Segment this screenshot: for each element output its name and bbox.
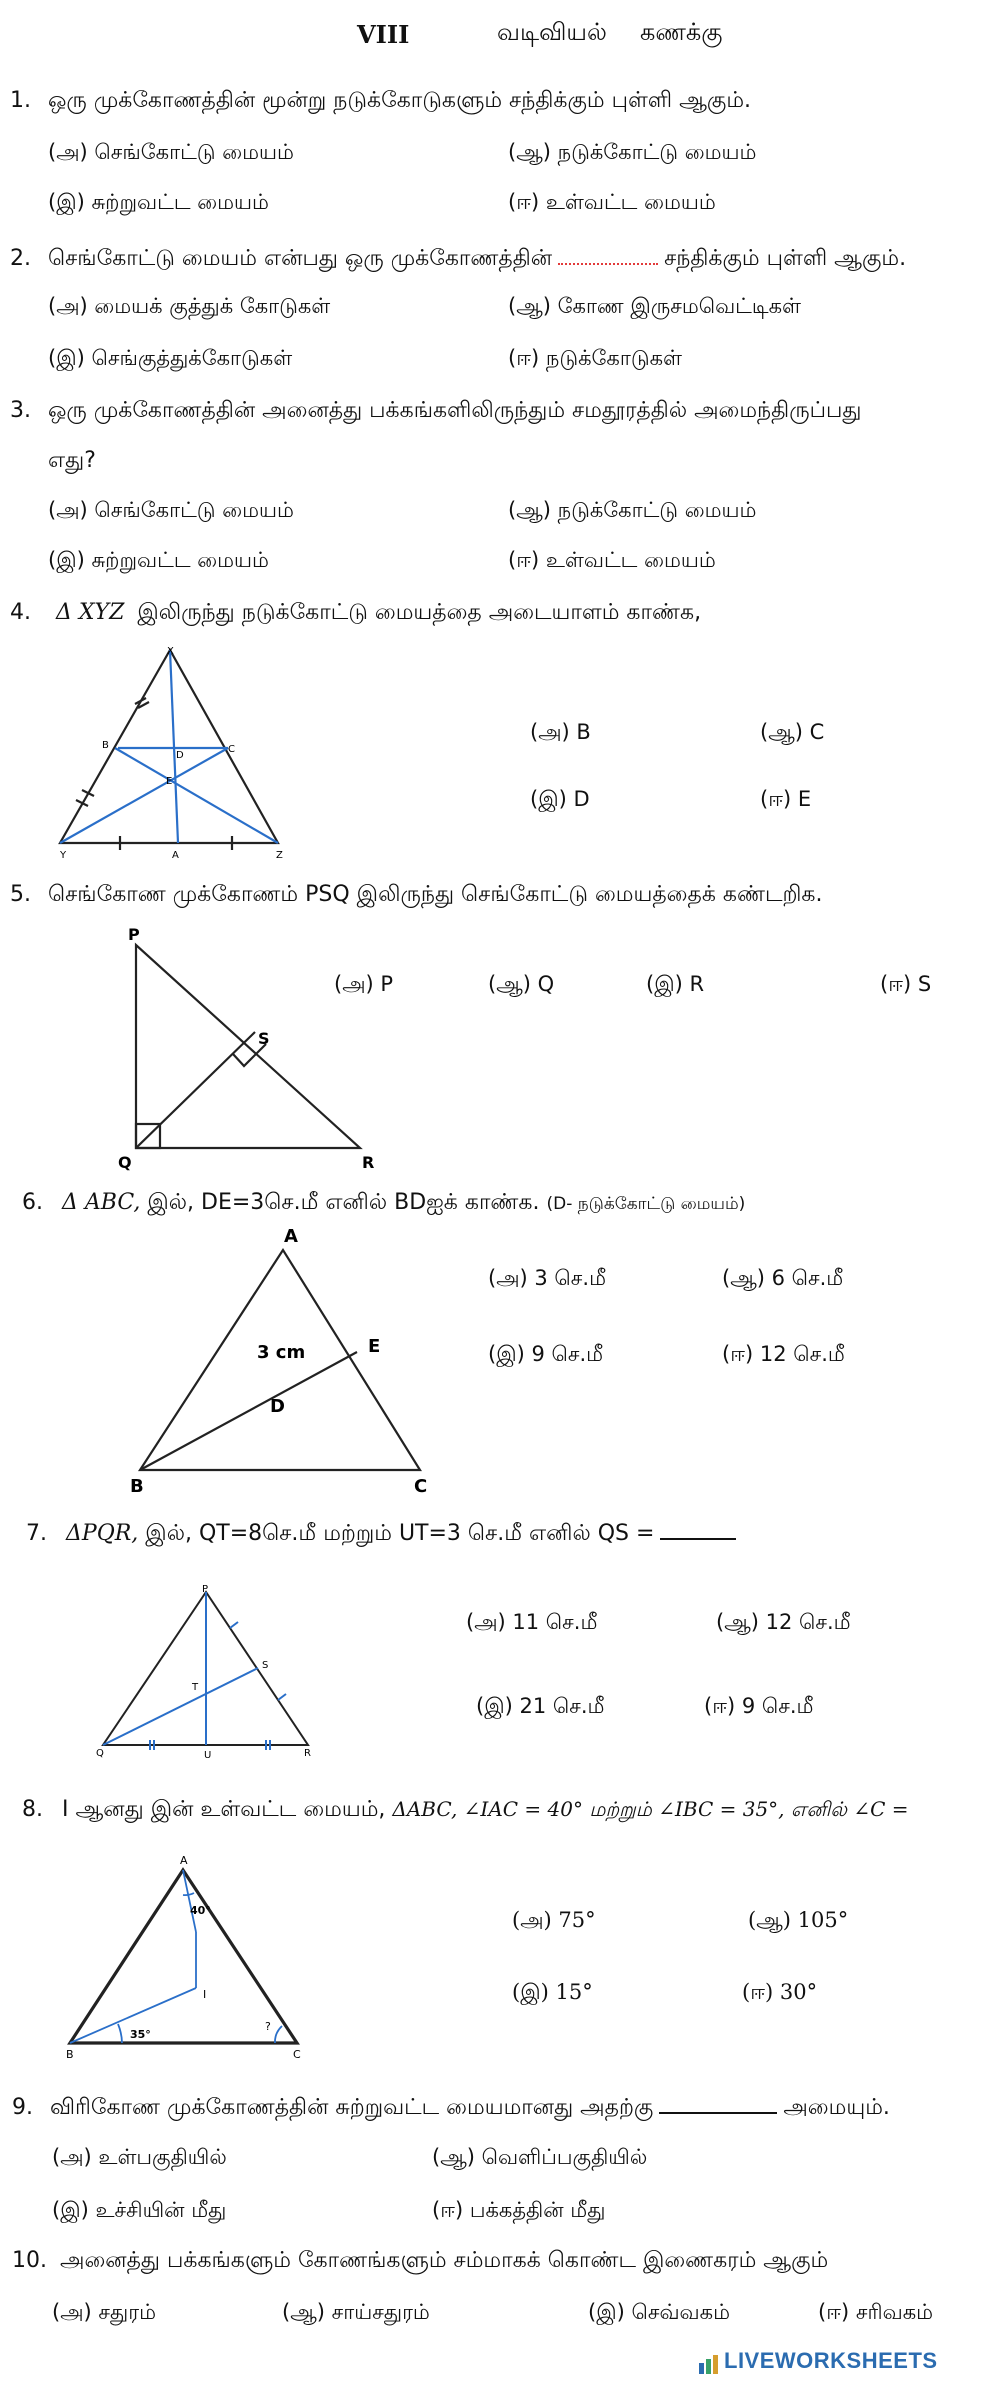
q2-option-a[interactable]: (அ) மையக் குத்துக் கோடுகள் <box>48 294 331 318</box>
label-x: X <box>167 646 174 657</box>
q6-option-a[interactable]: (அ) 3 செ.மீ <box>488 1266 607 1290</box>
label-b: B <box>66 2048 74 2061</box>
subject-title: கணக்கு <box>640 18 723 46</box>
angle-35: 35° <box>130 2028 151 2041</box>
question-number: 5. <box>10 882 31 907</box>
label-d: D <box>176 750 184 761</box>
label-a: A <box>180 1854 188 1867</box>
label-p: P <box>128 925 140 944</box>
q8-option-b[interactable]: (ஆ) 105° <box>748 1908 849 1932</box>
question-text-end: சந்திக்கும் புள்ளி ஆகும். <box>664 246 907 271</box>
question-number: 6. <box>22 1190 43 1215</box>
question-math: Δ XYZ <box>56 600 125 625</box>
q7-option-b[interactable]: (ஆ) 12 செ.மீ <box>716 1610 851 1634</box>
q2-option-b[interactable]: (ஆ) கோண இருசமவெட்டிகள் <box>508 294 801 318</box>
q8-option-d[interactable]: (ஈ) 30° <box>742 1980 818 2004</box>
logo-icon <box>698 2353 720 2375</box>
label-b: B <box>130 1476 144 1497</box>
question-text: இல், DE=3செ.மீ எனில் BDஐக் காண்க. <box>147 1190 540 1215</box>
chapter-title: வடிவியல் <box>497 18 607 46</box>
label-u: U <box>204 1750 212 1761</box>
angle-40: 40° <box>190 1904 211 1917</box>
q7-option-c[interactable]: (இ) 21 செ.மீ <box>476 1694 605 1718</box>
q5-option-c[interactable]: (இ) R <box>646 972 705 996</box>
question-number: 8. <box>22 1797 43 1822</box>
q8-option-c[interactable]: (இ) 15° <box>512 1980 593 2004</box>
question-text: இல், QT=8செ.மீ மற்றும் UT=3 செ.மீ எனில் QS = <box>145 1521 655 1546</box>
question-math: Δ ABC, <box>62 1190 141 1215</box>
q4-option-a[interactable]: (அ) B <box>530 720 591 744</box>
q3-option-a[interactable]: (அ) செங்கோட்டு மையம் <box>48 498 294 522</box>
label-b: B <box>102 740 109 751</box>
question-number: 9. <box>12 2095 33 2120</box>
logo-text: LIVEWORKSHEETS <box>724 2348 938 2373</box>
label-c: C <box>228 744 235 755</box>
label-r: R <box>304 1748 311 1759</box>
question-number: 3. <box>10 398 31 423</box>
q5-option-b[interactable]: (ஆ) Q <box>488 972 555 996</box>
q6-option-b[interactable]: (ஆ) 6 செ.மீ <box>722 1266 844 1290</box>
question-3-line2: எது? <box>48 448 96 473</box>
question-text: செங்கோண முக்கோணம் PSQ இலிருந்து செங்கோட்டு மையத்தைக் கண்டறிக. <box>48 882 823 907</box>
question-number: 10. <box>12 2248 47 2273</box>
label-de-length: 3 cm <box>257 1342 306 1363</box>
question-text: ஒரு முக்கோணத்தின் மூன்று நடுக்கோடுகளும் சந்திக்கும் புள்ளி ஆகும். <box>48 88 752 113</box>
question-note: (D- நடுக்கோட்டு மையம்) <box>546 1194 746 1214</box>
question-text: ஒரு முக்கோணத்தின் அனைத்து பக்கங்களிலிருந்தும் சமதூரத்தில் அமைந்திருப்பது <box>48 398 862 423</box>
question-number: 4. <box>10 600 31 625</box>
label-z: Z <box>276 850 283 861</box>
question-text: விரிகோண முக்கோணத்தின் சுற்றுவட்ட மையமானது அதற்கு <box>50 2095 654 2120</box>
q3-option-c[interactable]: (இ) சுற்றுவட்ட மையம் <box>48 548 269 572</box>
label-c: C <box>414 1476 428 1497</box>
q7-option-a[interactable]: (அ) 11 செ.மீ <box>466 1610 598 1634</box>
q5-option-d[interactable]: (ஈ) S <box>880 972 932 996</box>
question-text: அனைத்து பக்கங்களும் கோணங்களும் சம்மாகக் கொண்ட இணைகரம் ஆகும் <box>60 2248 829 2273</box>
question-text: இலிருந்து நடுக்கோட்டு மையத்தை அடையாளம் காண்க, <box>137 600 702 625</box>
q1-option-a[interactable]: (அ) செங்கோட்டு மையம் <box>48 140 294 164</box>
label-e: E <box>368 1336 381 1357</box>
grade-label: VIII <box>357 20 410 49</box>
q3-option-b[interactable]: (ஆ) நடுக்கோட்டு மையம் <box>508 498 757 522</box>
q5-option-a[interactable]: (அ) P <box>334 972 394 996</box>
q1-option-c[interactable]: (இ) சுற்றுவட்ட மையம் <box>48 190 269 214</box>
question-10 <box>12 2248 828 2276</box>
q9-option-d[interactable]: (ஈ) பக்கத்தின் மீது <box>432 2198 606 2222</box>
q9-option-b[interactable]: (ஆ) வெளிப்பகுதியில் <box>432 2145 648 2169</box>
q4-option-c[interactable]: (இ) D <box>530 787 590 811</box>
answer-blank[interactable] <box>659 2092 777 2114</box>
label-s: S <box>258 1029 270 1048</box>
question-math: ΔABC, ∠IAC = 40° மற்றும் ∠IBC = 35°, எனில் ∠C = <box>392 1797 909 1821</box>
label-a: A <box>284 1226 298 1247</box>
q10-option-d[interactable]: (ஈ) சரிவகம் <box>818 2300 934 2324</box>
q1-option-b[interactable]: (ஆ) நடுக்கோட்டு மையம் <box>508 140 757 164</box>
q7-option-d[interactable]: (ஈ) 9 செ.மீ <box>704 1694 814 1718</box>
label-r: R <box>362 1153 375 1172</box>
q4-option-b[interactable]: (ஆ) C <box>760 720 825 744</box>
q6-option-c[interactable]: (இ) 9 செ.மீ <box>488 1342 604 1366</box>
q10-option-c[interactable]: (இ) செவ்வகம் <box>588 2300 730 2324</box>
question-number: 1. <box>10 88 31 113</box>
q9-option-a[interactable]: (அ) உள்பகுதியில் <box>52 2145 227 2169</box>
question-number: 2. <box>10 246 31 271</box>
label-d: D <box>270 1396 285 1417</box>
question-math: ΔPQR, <box>66 1521 139 1546</box>
label-q: Q <box>96 1748 104 1759</box>
question-text: I ஆனது இன் உள்வட்ட மையம், <box>62 1797 386 1822</box>
label-y: Y <box>60 850 67 861</box>
question-number: 7. <box>26 1521 47 1546</box>
label-e: E <box>166 776 173 787</box>
label-p: P <box>202 1584 209 1595</box>
q9-option-c[interactable]: (இ) உச்சியின் மீது <box>52 2198 227 2222</box>
question-9 <box>12 2092 890 2123</box>
q8-option-a[interactable]: (அ) 75° <box>512 1908 596 1932</box>
liveworksheets-logo <box>698 2348 938 2375</box>
q10-option-a[interactable]: (அ) சதுரம் <box>52 2300 156 2324</box>
question-text: செங்கோட்டு மையம் என்பது ஒரு முக்கோணத்தின் <box>48 246 553 271</box>
q1-option-d[interactable]: (ஈ) உள்வட்ட மையம் <box>508 190 716 214</box>
label-i: I <box>203 1988 207 2001</box>
label-s: S <box>262 1660 269 1671</box>
q2-option-c[interactable]: (இ) செங்குத்துக்கோடுகள் <box>48 346 293 370</box>
q3-option-d[interactable]: (ஈ) உள்வட்ட மையம் <box>508 548 716 572</box>
label-t: T <box>192 1682 199 1693</box>
label-q: Q <box>118 1153 132 1172</box>
q4-option-d[interactable]: (ஈ) E <box>760 787 812 811</box>
q10-option-b[interactable]: (ஆ) சாய்சதுரம் <box>282 2300 430 2324</box>
q6-option-d[interactable]: (ஈ) 12 செ.மீ <box>722 1342 845 1366</box>
question-text-end: அமையும். <box>783 2095 890 2120</box>
angle-unknown: ? <box>265 2020 271 2033</box>
q2-option-d[interactable]: (ஈ) நடுக்கோடுகள் <box>508 346 682 370</box>
label-c: C <box>293 2048 301 2061</box>
label-a: A <box>172 850 179 861</box>
